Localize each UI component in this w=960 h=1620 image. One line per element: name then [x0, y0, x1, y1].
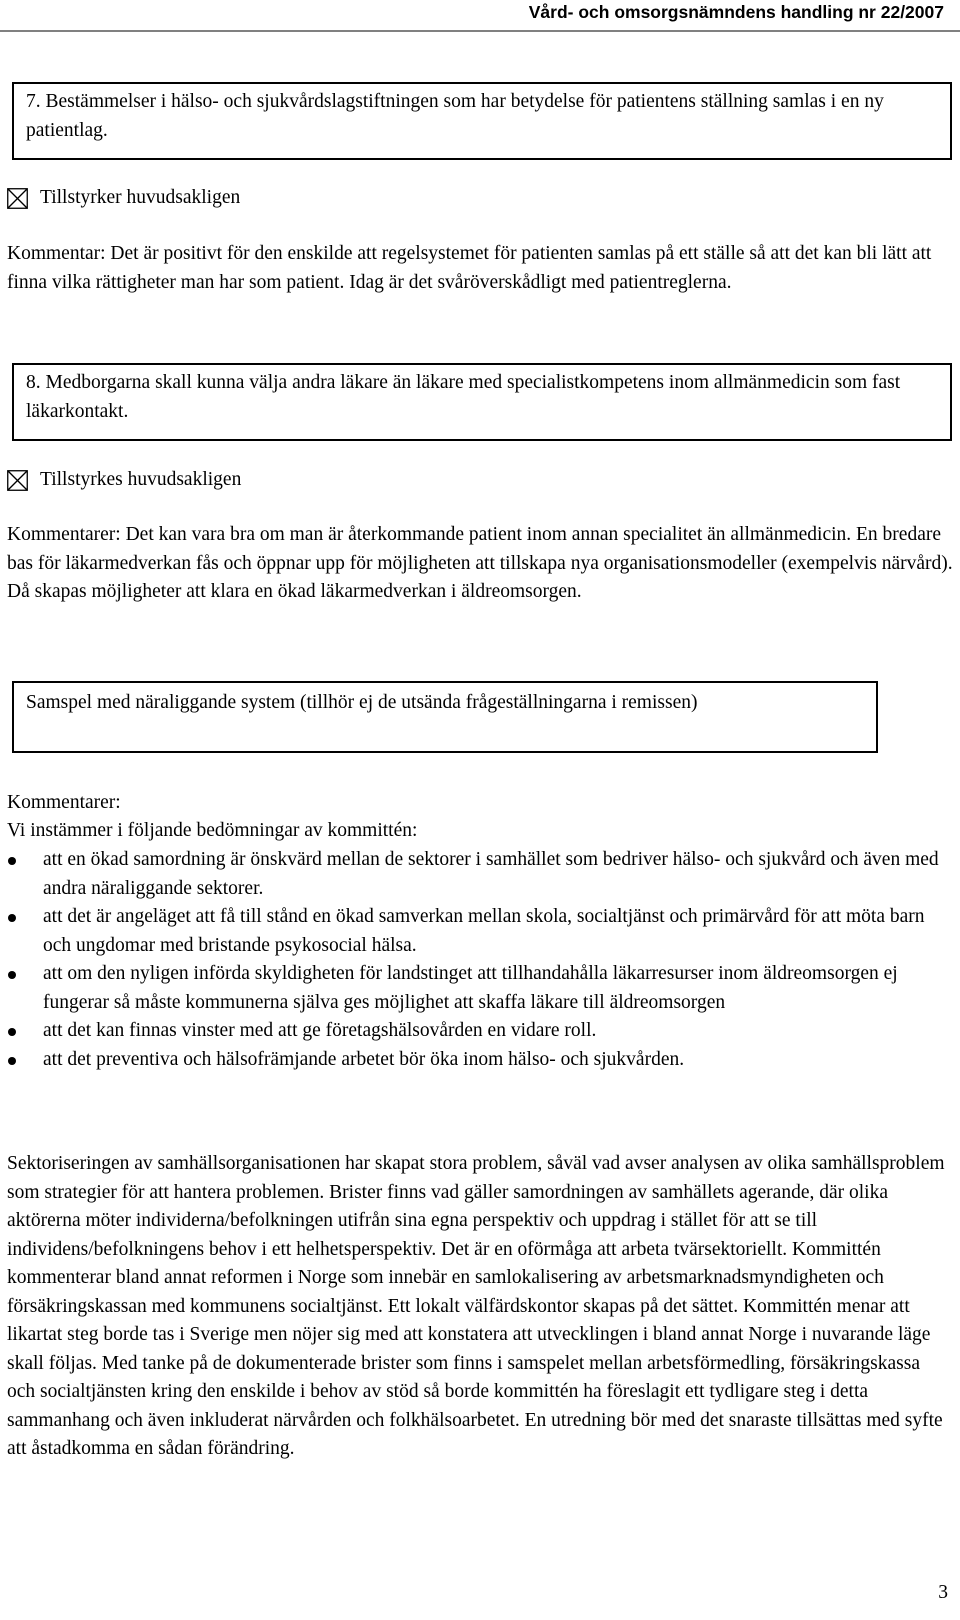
question-8-text: 8. Medborgarna skall kunna välja andra läkare än läkare med specialistkompetens inom allmänmedicin som fast läkarkontakt. [26, 372, 901, 422]
list-item: att en ökad samordning är önskvärd mellan de sektorer i samhället som bedriver hälso- och sjukvård och även med andra näraliggande sektorer. [7, 846, 953, 903]
samspel-comment-heading: Kommentarer: [7, 792, 121, 813]
samspel-title: Samspel med näraliggande system (tillhör ej de utsända frågeställningarna i remissen) [26, 692, 698, 713]
checked-box-icon[interactable] [7, 188, 28, 209]
bullet-icon [8, 1028, 16, 1036]
question-8-box [12, 363, 952, 441]
samspel-box [12, 681, 878, 753]
list-item: att det kan finnas vinster med att ge företagshälsovården en vidare roll. [7, 1017, 953, 1046]
list-item: att det är angeläget att få till stånd en ökad samverkan mellan skola, socialtjänst och primärvård för att möta barn och ungdomar med bristande psykosocial hälsa. [7, 903, 953, 960]
checkbox-row-8 [7, 466, 241, 495]
comment-7: Kommentar: Det är positivt för den enskilde att regelsystemet för patienten samlas på ett ställe så att det kan bli lätt att finna vilka rättigheter man har som patient. Idag är det svåröverskådligt med patientreglerna. [7, 243, 932, 293]
checkbox-label-8: Tillstyrkes huvudsakligen [40, 469, 242, 490]
checkbox-row-7 [7, 184, 240, 213]
question-7-text: 7. Bestämmelser i hälso- och sjukvårdslagstiftningen som har betydelse för patientens ställning samlas i en ny patientlag. [26, 91, 884, 141]
bullet-icon [8, 857, 16, 865]
list-item: att om den nyligen införda skyldigheten för landstinget att tillhandahålla läkarresurser inom äldreomsorgen ej fungerar så måste kommunerna själva ges möjlighet att skaffa läkare till äldreomsorgen [7, 960, 953, 1017]
bullet-icon [8, 1057, 16, 1065]
checked-box-icon[interactable] [7, 470, 28, 491]
page-number: 3 [938, 1582, 948, 1603]
checkbox-label-7: Tillstyrker huvudsakligen [40, 187, 241, 208]
list-item: att det preventiva och hälsofrämjande arbetet bör öka inom hälso- och sjukvården. [7, 1046, 953, 1075]
bullet-icon [8, 971, 16, 979]
bullet-icon [8, 914, 16, 922]
header-rule [0, 30, 960, 32]
question-7-box [12, 82, 952, 160]
assessment-list [7, 846, 953, 1074]
samspel-intro: Vi instämmer i följande bedömningar av kommittén: [7, 820, 418, 841]
page-header: Vård- och omsorgsnämndens handling nr 22/2007 [528, 2, 944, 22]
comment-8: Kommentarer: Det kan vara bra om man är återkommande patient inom annan specialitet än allmänmedicin. En bredare bas för läkarmedverkan fås och öppnar upp för möjligheten att tillskapa nya organisationsmodeller (exempelvis närvård). Då skapas möjligheter att klara en ökad läkarmedverkan i äldreomsorgen. [7, 524, 953, 602]
sektorisering-paragraph: Sektoriseringen av samhällsorganisationen har skapat stora problem, såväl vad avser analysen av olika samhällsproblem som strategier för att hantera problemen. Brister finns vad gäller samordningen av samhällets agerande, där olika aktörerna möter individerna/befolkningen utifrån sina egna perspektiv och uppdrag i stället för att se till individens/befolkningens behov i ett helhetsperspektiv. Det är en oförmåga att arbeta tvärsektoriellt. Kommittén kommenterar bland annat reformen i Norge som innebär en samlokalisering av arbetsmarknadsmyndigheten och försäkringskassan med kommunens socialtjänst. Ett lokalt välfärdskontor skapas på det sättet. Kommittén menar att likartat steg borde tas i Sverige men nöjer sig med att konstatera att utvecklingen i bland annat Norge i nuvarande läge skall följas. Med tanke på de dokumenterade brister som finns i samspelet mellan arbetsförmedling, försäkringskassa och socialtjänsten kring den enskilde i behov av stöd så borde kommittén ha föreslagit ett tydligare steg i detta sammanhang och även inkluderat närvården och folkhälsoarbetet. En utredning bör med det snaraste tillsättas med syfte att åstadkomma en sådan förändring. [7, 1153, 945, 1459]
